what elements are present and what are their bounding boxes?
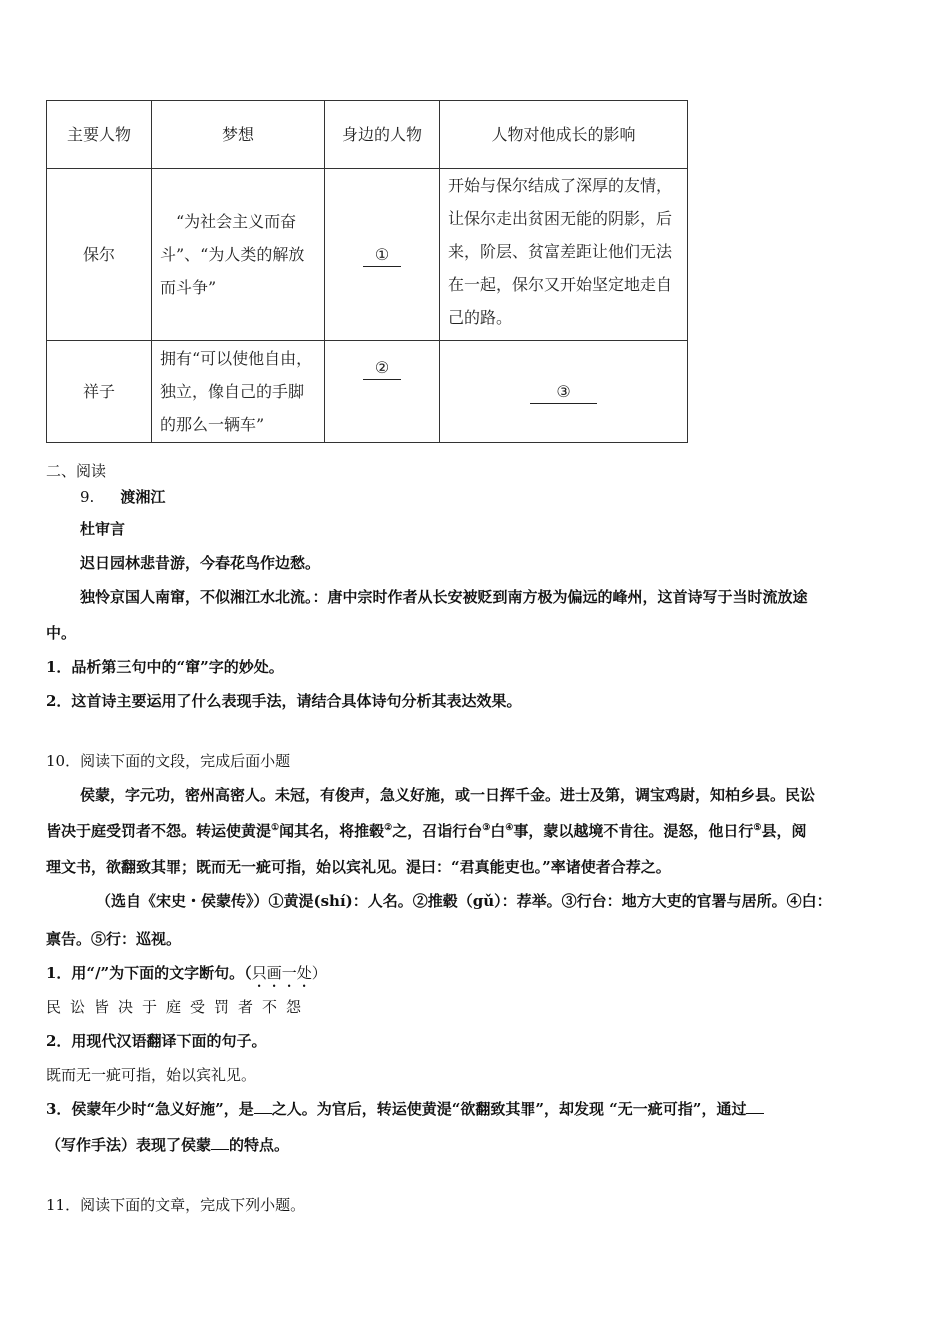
fill-blank[interactable] <box>254 1099 272 1114</box>
passage-line: 侯蒙，字元功，密州高密人。未冠，有俊声，急义好施，或一日挥千金。进士及第，调宝鸡尉，知柏乡县。民讼 <box>80 786 816 804</box>
sub-question-text: 3．侯蒙年少时“急义好施”，是 <box>46 1100 254 1118</box>
passage-note: （选自《宋史・侯蒙传》）①黄湜(shí)：人名。②推毂（gǔ）：荐举。③行台：地方大吏的官署与居所。④白： <box>96 892 832 910</box>
character-dream: 拥有“可以使他自由，独立，像自己的手脚的那么一辆车” <box>152 341 325 443</box>
people-cell <box>325 169 440 341</box>
header-cell: 人物对他成长的影响 <box>440 101 688 169</box>
sub-question-text: （写作手法）表现了侯蒙 <box>46 1136 212 1154</box>
emphasis-text: 只画一处 <box>251 964 312 982</box>
sub-question-text: ） <box>311 964 327 982</box>
answer-blank: ③ <box>530 381 596 404</box>
sub-question: 1．品析第三句中的“窜”字的妙处。 <box>46 658 284 676</box>
influence-cell: 开始与保尔结成了深厚的友情，让保尔走出贫困无能的阴影，后来，阶层、贫富差距让他们无法在一起，保尔又开始坚定地走自己的路。 <box>440 169 688 341</box>
question-number: 9. <box>80 488 95 506</box>
passage-text: 县，阅 <box>761 822 807 840</box>
translate-sentence: 既而无一疵可指，始以宾礼见。 <box>46 1066 257 1084</box>
sub-question <box>46 962 327 991</box>
sub-question: 2．用现代汉语翻译下面的句子。 <box>46 1032 267 1050</box>
poem-line: 迟日园林悲昔游，今春花鸟作边愁。 <box>80 554 321 572</box>
passage-line <box>46 820 806 841</box>
influence-cell <box>440 341 688 443</box>
header-cell: 身边的人物 <box>325 101 440 169</box>
table-row <box>47 169 688 341</box>
table-header-row <box>47 101 688 169</box>
section-heading: 二、阅读 <box>46 462 107 480</box>
table-row <box>47 341 688 443</box>
character-table <box>46 100 688 443</box>
passage-note: 禀告。⑤行：巡视。 <box>46 930 182 948</box>
question-heading: 10．阅读下面的文段，完成后面小题 <box>46 752 291 770</box>
sub-question: 2．这首诗主要运用了什么表现手法，请结合具体诗句分析其表达效果。 <box>46 692 522 710</box>
answer-blank: ② <box>363 357 401 380</box>
passage-text: 皆决于庭受罚者不怨。转运使黄湜 <box>46 822 272 840</box>
passage-text: 之，召诣行台 <box>392 822 483 840</box>
sub-question-text: 的特点。 <box>229 1136 290 1154</box>
poem-line: 独怜京国人南窜，不似湘江水北流。：唐中宗时作者从长安被贬到南方极为偏远的峰州，这首诗写于当时流放途 <box>80 588 808 606</box>
answer-blank: ① <box>363 244 401 267</box>
sub-question <box>46 1098 764 1119</box>
fill-blank[interactable] <box>746 1099 764 1114</box>
sub-question-text: 之人。为官后，转运使黄湜“欲翻致其罪”，却发现 “无一疵可指”，通过 <box>271 1100 747 1118</box>
character-name: 祥子 <box>47 341 152 443</box>
poem-line-cont: 中。 <box>46 624 77 642</box>
segment-sentence: 民讼皆决于庭受罚者不怨 <box>46 998 311 1016</box>
footnote-mark: ③ <box>482 823 491 833</box>
header-cell: 梦想 <box>152 101 325 169</box>
passage-line: 理文书，欲翻致其罪；既而无一疵可指，始以宾礼见。湜曰：“君真能吏也。”率诸使者合荐之。 <box>46 858 671 876</box>
passage-text: 闻其名，将推毂 <box>279 822 385 840</box>
header-cell: 主要人物 <box>47 101 152 169</box>
fill-blank[interactable] <box>211 1135 229 1150</box>
footnote-mark: ① <box>271 823 280 833</box>
character-name: 保尔 <box>47 169 152 341</box>
character-dream: “为社会主义而奋斗”、“为人类的解放而斗争” <box>152 169 325 341</box>
question-heading: 11．阅读下面的文章，完成下列小题。 <box>46 1196 306 1214</box>
passage-text: 事，蒙以越境不肯往。湜怒，他日行 <box>513 822 754 840</box>
people-cell <box>325 341 440 443</box>
question-9-title <box>80 486 165 507</box>
poem-title: 渡湘江 <box>120 488 166 506</box>
footnote-mark: ④ <box>505 823 514 833</box>
footnote-mark: ⑤ <box>753 823 762 833</box>
sub-question-text: 1．用“/”为下面的文字断句。（ <box>46 964 252 982</box>
footnote-mark: ② <box>384 823 393 833</box>
poem-author: 杜审言 <box>80 520 126 538</box>
sub-question-cont <box>46 1134 289 1155</box>
passage-text: 白 <box>490 822 506 840</box>
